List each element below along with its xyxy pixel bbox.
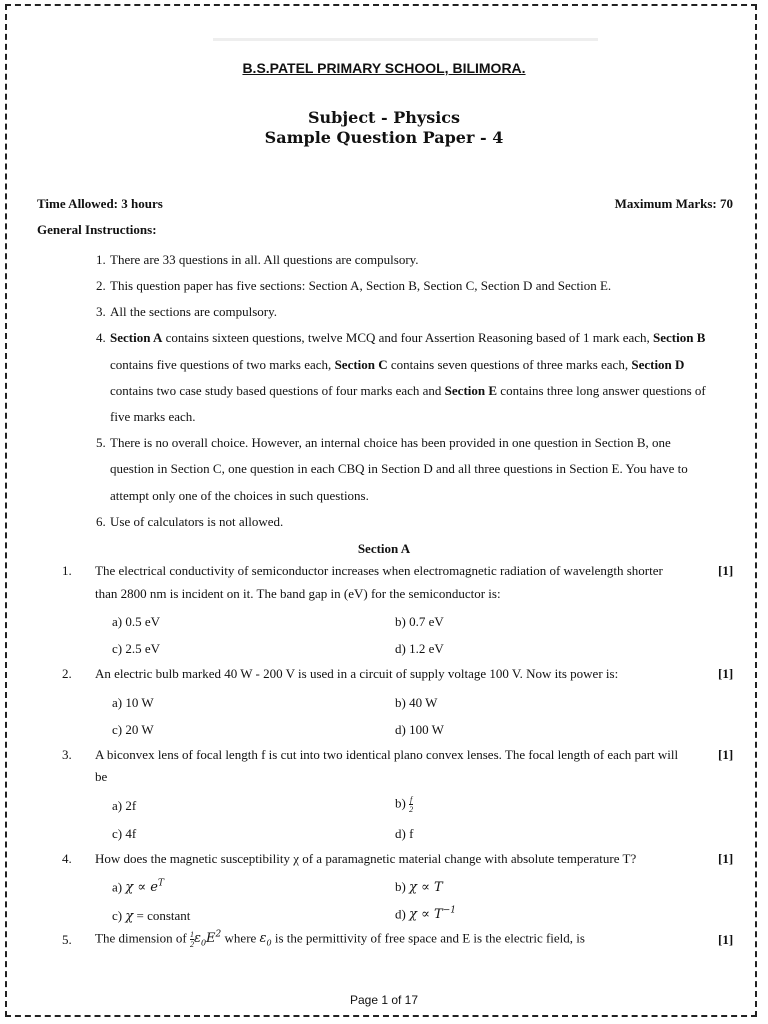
instruction-5-line-2: question in Section C, one question in each CBQ in Section D and all three questions in Section E. You have to xyxy=(110,461,688,476)
instruction-4-line-4: five marks each. xyxy=(110,409,196,424)
instruction-4-line-2: contains five questions of two marks each, Section C contains seven questions of three marks each, Section D xyxy=(110,357,685,372)
option-b: b) $\frac{f}{2}$ xyxy=(395,795,414,814)
option-b: b) χ ∝ T xyxy=(395,879,443,895)
question-5-text: The dimension of $\frac{1}{2}$ $\varepsilon_0E^2$ where $\varepsilon_0$ is the permittivity of free space and E is the electric field, is xyxy=(95,930,585,949)
paper-title: Sample Question Paper - 4 xyxy=(264,128,504,147)
question-mark: [1] xyxy=(718,747,734,762)
option-d: d) 100 W xyxy=(395,722,444,737)
maximum-marks: Maximum Marks: 70 xyxy=(614,196,733,211)
option-c: c) 2.5 eV xyxy=(112,641,161,656)
question-mark: [1] xyxy=(718,666,734,681)
instructions-title: General Instructions: xyxy=(37,222,157,237)
subject-title: Subject - Physics xyxy=(307,108,461,127)
instruction-5: 5. There is no overall choice. However, an internal choice has been provided in one question in Section B, one xyxy=(96,435,671,450)
question-number: 5. xyxy=(62,932,72,947)
question-1-text: The electrical conductivity of semiconductor increases when electromagnetic radiation of wavelength shorter xyxy=(95,563,663,578)
section-a-title: Section A xyxy=(357,541,411,556)
question-mark: [1] xyxy=(718,563,734,578)
instruction-2: 2. This question paper has five sections: Section A, Section B, Section C, Section D and Section E. xyxy=(96,278,612,293)
option-a: a) 2f xyxy=(112,798,137,813)
option-a: a) 0.5 eV xyxy=(112,614,161,629)
question-mark: [1] xyxy=(718,851,734,866)
option-c: c) 20 W xyxy=(112,722,154,737)
question-number: 4. xyxy=(62,851,72,866)
question-mark: [1] xyxy=(718,932,734,947)
option-b: b) 0.7 eV xyxy=(395,614,444,629)
time-allowed: Time Allowed: 3 hours xyxy=(37,196,163,211)
question-1-text-line-2: than 2800 nm is incident on it. The band gap in (eV) for the semiconductor is: xyxy=(95,586,501,601)
page-number: Page 1 of 17 xyxy=(349,993,419,1007)
instruction-4-line-3: contains two case study based questions of four marks each and Section E contains three long answer questions of xyxy=(110,383,706,398)
instruction-1: 1. There are 33 questions in all. All questions are compulsory. xyxy=(96,252,419,267)
option-c: c) χ = constant xyxy=(112,908,191,924)
instruction-6: 6. Use of calculators is not allowed. xyxy=(96,514,284,529)
option-c: c) 4f xyxy=(112,826,137,841)
school-name: B.S.PATEL PRIMARY SCHOOL, BILIMORA. xyxy=(242,60,526,76)
question-3-text: A biconvex lens of focal length f is cut into two identical plano convex lenses. The focal length of each part will xyxy=(95,747,679,762)
instruction-3: 3. All the sections are compulsory. xyxy=(96,304,278,319)
question-number: 2. xyxy=(62,666,72,681)
option-d: d) 1.2 eV xyxy=(395,641,444,656)
question-4-text: How does the magnetic susceptibility χ of a paramagnetic material change with absolute temperature T? xyxy=(95,851,637,866)
header-rule xyxy=(213,38,598,41)
question-3-text-line-2: be xyxy=(95,769,108,784)
option-a: a) $\chi \propto e^T$ xyxy=(112,879,165,896)
question-number: 3. xyxy=(62,747,72,762)
instruction-5-line-3: attempt only one of the choices in such questions. xyxy=(110,488,369,503)
instruction-4: 4. Section A contains sixteen questions, twelve MCQ and four Assertion Reasoning based of 1 mark each, Section B xyxy=(96,330,706,345)
question-2-text: An electric bulb marked 40 W - 200 V is used in a circuit of supply voltage 100 V. Now its power is: xyxy=(95,666,619,681)
question-number: 1. xyxy=(62,563,72,578)
option-a: a) 10 W xyxy=(112,695,154,710)
option-d: d) f xyxy=(395,826,414,841)
option-d: d) $\chi \propto T^{-1}$ xyxy=(395,906,456,923)
option-b: b) 40 W xyxy=(395,695,438,710)
